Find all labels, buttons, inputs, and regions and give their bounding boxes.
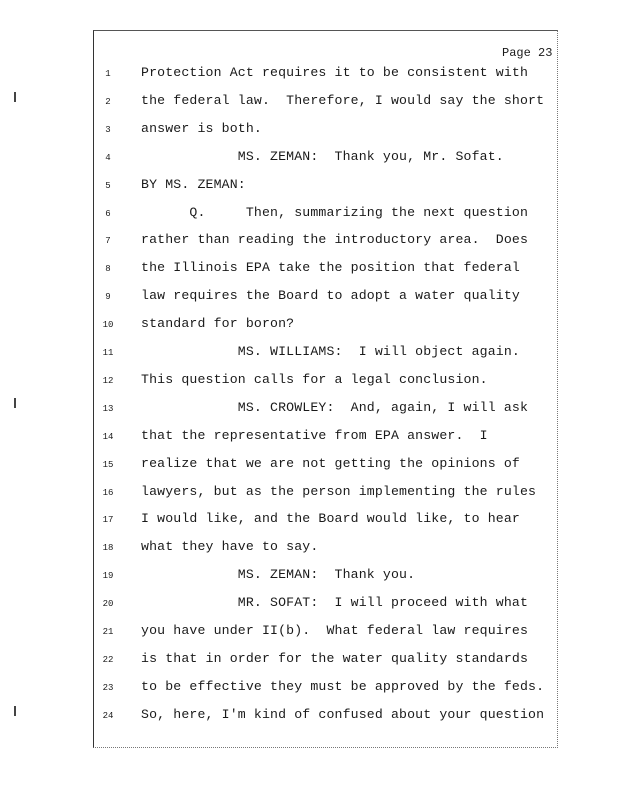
line-text: MS. WILLIAMS: I will object again. xyxy=(141,344,520,359)
line-text: Q. Then, summarizing the next question xyxy=(141,204,529,220)
line-text: MS. ZEMAN: Thank you. xyxy=(141,567,416,583)
transcript-line xyxy=(0,399,618,419)
transcript-line xyxy=(0,371,618,391)
line-number: 18 xyxy=(102,543,114,554)
line-text: standard for boron? xyxy=(141,316,295,332)
line-number: 1 xyxy=(105,69,111,79)
transcript-line xyxy=(0,455,618,475)
transcript-line xyxy=(0,538,618,558)
line-text: rather than reading the introductory area. Does xyxy=(141,232,529,248)
transcript-line xyxy=(0,259,618,279)
transcript-line xyxy=(0,204,618,224)
line-text: MS. ZEMAN: Thank you, Mr. Sofat. xyxy=(141,148,504,164)
transcript-line xyxy=(0,427,618,447)
line-text: This question calls for a legal conclusion. xyxy=(141,371,488,387)
transcript-line xyxy=(0,566,618,586)
transcript-line xyxy=(0,315,618,335)
transcript-line xyxy=(0,176,618,196)
line-text: realize that we are not getting the opinions of xyxy=(141,455,520,471)
transcript-line xyxy=(0,678,618,698)
transcript-line xyxy=(0,343,618,363)
transcript-line xyxy=(0,510,618,530)
line-text: what they have to say. xyxy=(141,539,319,555)
transcript-line xyxy=(0,622,618,642)
line-text: the Illinois EPA take the position that federal xyxy=(141,260,520,276)
line-number: 20 xyxy=(102,599,114,610)
line-number: 8 xyxy=(105,264,111,275)
line-number: 12 xyxy=(102,375,114,386)
transcript-line xyxy=(0,231,618,251)
line-text: So, here, I'm kind of confused about your question xyxy=(141,706,545,722)
line-text: the federal law. Therefore, I would say the short xyxy=(141,92,545,108)
line-text: is that in order for the water quality standards xyxy=(141,650,529,666)
transcript-line xyxy=(0,594,618,614)
line-number: 16 xyxy=(102,487,114,498)
line-number: 23 xyxy=(102,682,114,693)
line-number: 9 xyxy=(105,292,111,303)
line-number: 14 xyxy=(102,431,114,442)
line-text: MS. CROWLEY: And, again, I will ask xyxy=(141,399,529,415)
page-number: Page 23 xyxy=(502,46,553,60)
transcript-line xyxy=(0,287,618,307)
line-text: answer is both. xyxy=(141,120,262,136)
transcript-line xyxy=(0,92,618,112)
line-number: 3 xyxy=(105,124,111,135)
line-text: Protection Act requires it to be consistent with xyxy=(141,65,529,80)
line-number: 15 xyxy=(102,459,114,470)
line-text: you have under II(b). What federal law requires xyxy=(141,623,529,638)
line-number: 4 xyxy=(105,152,111,163)
transcript-line xyxy=(0,706,618,726)
line-text: MR. SOFAT: I will proceed with what xyxy=(141,595,529,611)
line-number: 24 xyxy=(102,710,114,721)
line-text: law requires the Board to adopt a water quality xyxy=(141,288,520,304)
line-number: 7 xyxy=(105,236,111,247)
line-number: 10 xyxy=(102,320,114,331)
line-number: 2 xyxy=(105,96,111,107)
transcript-line xyxy=(0,650,618,670)
line-number: 5 xyxy=(105,180,111,191)
line-number: 19 xyxy=(102,571,114,582)
line-text: to be effective they must be approved by the feds. xyxy=(141,678,545,694)
line-text: that the representative from EPA answer. I xyxy=(141,427,488,443)
line-number: 22 xyxy=(102,654,114,665)
transcript-line xyxy=(0,148,618,168)
line-text: BY MS. ZEMAN: xyxy=(141,176,246,192)
transcript-line xyxy=(0,483,618,503)
transcript-line xyxy=(0,64,618,84)
line-number: 21 xyxy=(102,627,114,637)
transcript-line xyxy=(0,120,618,140)
line-number: 17 xyxy=(102,515,114,526)
line-text: I would like, and the Board would like, to hear xyxy=(141,511,520,527)
line-text: lawyers, but as the person implementing the rules xyxy=(141,483,537,499)
line-number: 6 xyxy=(105,208,111,219)
line-number: 13 xyxy=(102,403,114,414)
line-number: 11 xyxy=(102,348,114,358)
